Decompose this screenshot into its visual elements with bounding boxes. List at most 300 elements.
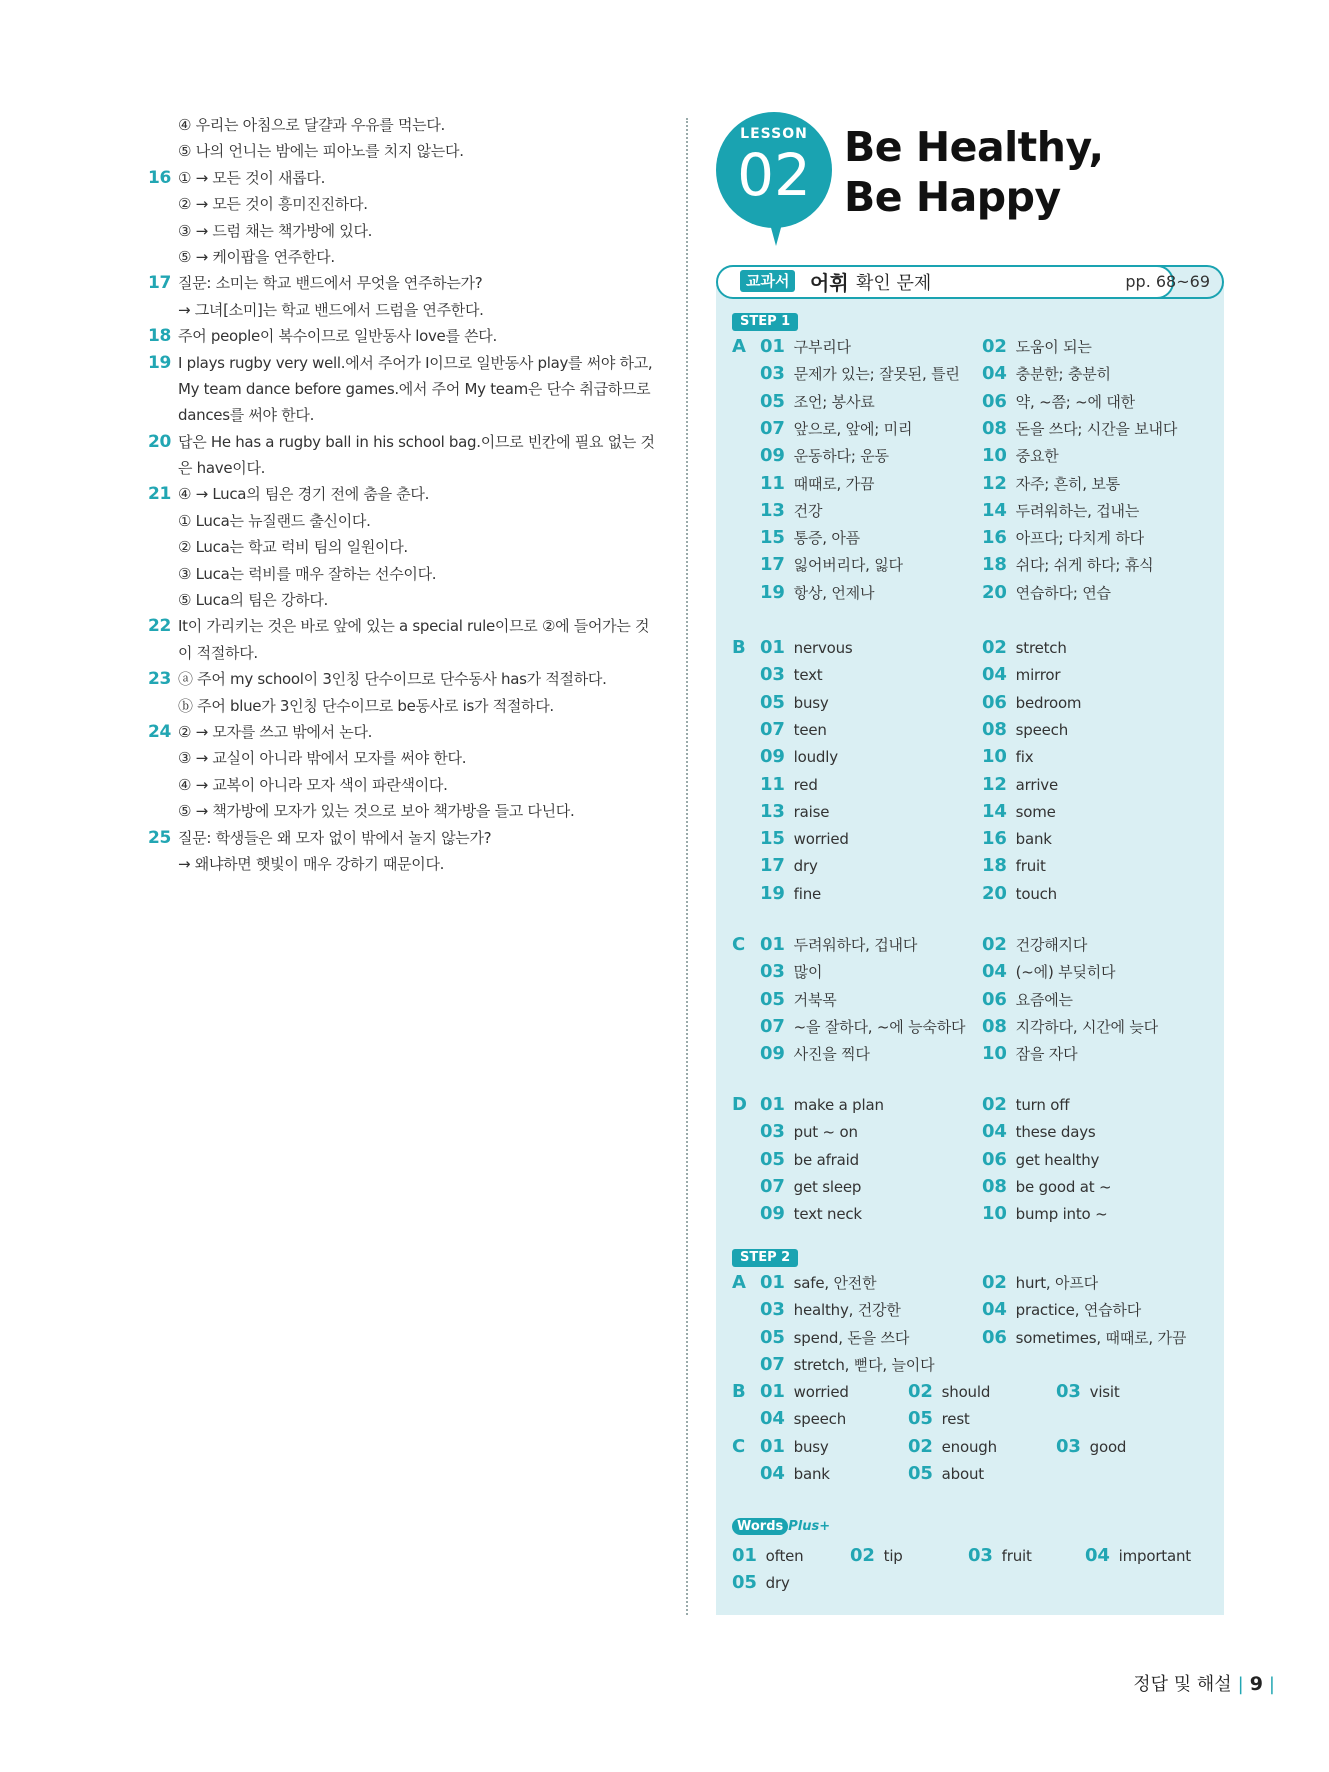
explanation-line — [148, 798, 668, 824]
answer-text: important — [1118, 1547, 1191, 1565]
answer-item — [760, 798, 829, 825]
explanation-line — [148, 851, 668, 877]
explanation-text: My team dance before games.에서 주어 My team은 단수 취급하므로 — [178, 379, 651, 398]
answer-text: 중요한 — [1015, 447, 1059, 466]
answer-number: 09 — [760, 445, 785, 467]
answer-item — [760, 1324, 909, 1351]
answer-item — [982, 1118, 1096, 1145]
lesson-badge — [716, 112, 832, 228]
answer-number: 18 — [982, 855, 1007, 877]
section-C-label: C — [732, 934, 746, 955]
answer-number: 14 — [982, 499, 1007, 521]
answer-item — [760, 1405, 846, 1432]
answer-item — [760, 1173, 861, 1200]
answer-item — [760, 1013, 965, 1040]
explanation-line — [148, 561, 668, 587]
explanation-text: ⑤ → 케이팝을 연주한다. — [178, 247, 335, 266]
explanation-line — [148, 297, 668, 323]
explanation-text: dances를 써야 한다. — [178, 406, 315, 425]
answer-item — [850, 1542, 903, 1569]
answer-item — [982, 470, 1120, 497]
answer-number: 01 — [760, 1436, 785, 1457]
answer-item — [760, 1269, 876, 1296]
answer-number: 04 — [760, 1463, 785, 1485]
textbook-tag: 교과서 — [740, 270, 795, 292]
answer-item — [760, 1118, 858, 1145]
answer-number: 12 — [982, 773, 1007, 795]
answer-number: 20 — [982, 581, 1007, 603]
answer-item — [760, 771, 818, 798]
answer-number: 20 — [982, 882, 1007, 904]
explanation-line — [148, 719, 668, 745]
answer-number: 02 — [908, 1436, 933, 1457]
answer-number: 11 — [760, 773, 785, 795]
answer-text: 때때로, 가끔 — [793, 474, 875, 493]
answer-number: 04 — [982, 961, 1007, 983]
answer-item — [760, 931, 917, 958]
answer-item — [760, 497, 822, 524]
answer-number: 19 — [760, 882, 785, 904]
explanation-text: ⑤ Luca의 팀은 강하다. — [178, 591, 328, 610]
answer-item — [982, 1269, 1098, 1296]
answer-item — [760, 1200, 862, 1227]
question-number: 20 — [148, 431, 172, 452]
answer-item — [982, 1200, 1107, 1227]
answer-item — [760, 551, 903, 578]
answer-number: 08 — [982, 718, 1007, 740]
explanation-text: 이 적절하다. — [178, 643, 258, 662]
answer-number: 05 — [760, 390, 785, 412]
footer-label: 정답 및 해설 — [1133, 1674, 1232, 1695]
answer-item — [982, 1296, 1141, 1323]
answer-item — [760, 958, 822, 985]
answer-text: fix — [1015, 748, 1034, 767]
answer-item — [982, 333, 1092, 360]
answer-number: 05 — [760, 1148, 785, 1170]
answer-number: 11 — [760, 472, 785, 494]
answer-item — [982, 1173, 1111, 1200]
answer-text: 도움이 되는 — [1015, 338, 1092, 356]
lesson-label: LESSON — [740, 126, 808, 142]
check-problems-label: 확인 문제 — [856, 273, 932, 294]
explanation-line — [148, 508, 668, 534]
answer-number: 12 — [982, 472, 1007, 494]
answer-number: 04 — [982, 1299, 1007, 1321]
answer-text: get sleep — [793, 1177, 862, 1196]
answer-text: busy — [793, 1438, 829, 1456]
answer-number: 07 — [760, 718, 785, 740]
answer-text: be good at ~ — [1015, 1177, 1112, 1196]
answer-text: bedroom — [1015, 693, 1082, 712]
answer-text: often — [765, 1547, 804, 1565]
answer-item — [982, 1040, 1077, 1067]
answer-number: 13 — [760, 499, 785, 521]
question-number: 16 — [148, 167, 172, 188]
step2-section-A-label: A — [732, 1272, 746, 1293]
answer-number: 02 — [982, 1272, 1007, 1293]
answer-text: safe, 안전한 — [793, 1274, 877, 1292]
answer-number: 05 — [760, 988, 785, 1010]
answer-text: about — [941, 1465, 984, 1484]
answer-text: mirror — [1015, 666, 1061, 685]
explanation-line — [148, 772, 668, 798]
answer-number: 08 — [982, 1175, 1007, 1197]
question-number: 22 — [148, 616, 172, 637]
explanation-text: → 그녀[소미]는 학교 밴드에서 드럼을 연주한다. — [178, 300, 484, 319]
answer-number: 05 — [908, 1408, 933, 1430]
answer-text: be afraid — [793, 1150, 859, 1169]
explanation-line — [148, 376, 668, 402]
answer-item — [982, 743, 1033, 770]
explanation-text: ④ → Luca의 팀은 경기 전에 춤을 춘다. — [178, 485, 430, 504]
answer-number: 14 — [982, 800, 1007, 822]
answer-item — [982, 551, 1153, 578]
explanation-text: ④ → 교복이 아니라 모자 색이 파란색이다. — [178, 775, 448, 794]
answer-text: enough — [941, 1438, 997, 1456]
answer-text: 자주; 흔히, 보통 — [1015, 474, 1120, 493]
lesson-badge-tail — [770, 224, 782, 246]
explanation-line — [148, 455, 668, 481]
answer-number: 05 — [760, 691, 785, 713]
explanation-text: ⓑ 주어 blue가 3인칭 단수이므로 be동사로 is가 적절하다. — [178, 696, 554, 715]
answer-text: make a plan — [793, 1096, 884, 1114]
vocab-word: 어휘 — [810, 271, 849, 295]
step2-section-B-label: B — [732, 1381, 746, 1402]
explanation-line — [148, 745, 668, 771]
answer-number: 19 — [760, 581, 785, 603]
answer-text: stretch, 뻗다, 늘이다 — [793, 1355, 935, 1374]
answer-number: 10 — [982, 1043, 1007, 1065]
answer-text: (~에) 부딪히다 — [1015, 963, 1116, 982]
answer-item — [982, 388, 1135, 415]
answer-item — [760, 689, 829, 716]
section-D-label: D — [732, 1094, 747, 1115]
answer-text: 많이 — [793, 963, 823, 982]
answer-item — [760, 579, 874, 606]
answer-item — [760, 1040, 870, 1067]
answer-item — [760, 1296, 901, 1323]
answer-number: 16 — [982, 527, 1007, 549]
answer-number: 01 — [732, 1545, 757, 1566]
explanation-line — [148, 218, 668, 244]
answer-number: 03 — [1056, 1381, 1081, 1402]
explanation-text: ③ → 교실이 아니라 밖에서 모자를 써야 한다. — [178, 749, 467, 768]
explanation-line — [148, 350, 668, 376]
answer-item — [982, 689, 1081, 716]
answer-text: touch — [1015, 884, 1057, 903]
answer-item — [982, 579, 1111, 606]
answer-item — [1056, 1433, 1126, 1460]
answer-text: dry — [793, 857, 818, 876]
answer-item — [760, 388, 875, 415]
answer-number: 01 — [760, 1381, 785, 1402]
answer-text: fruit — [1015, 857, 1046, 876]
answer-number: 04 — [982, 1121, 1007, 1143]
explanation-text: → 왜냐하면 햇빛이 매우 강하기 때문이다. — [178, 854, 445, 873]
answer-number: 02 — [982, 336, 1007, 357]
explanation-line — [148, 534, 668, 560]
answer-number: 01 — [760, 1094, 785, 1115]
answer-item — [982, 716, 1068, 743]
answer-text: 약, ~쯤; ~에 대한 — [1015, 392, 1135, 411]
explanation-line — [148, 270, 668, 296]
explanation-text: ③ Luca는 럭비를 매우 잘하는 선수이다. — [178, 564, 437, 583]
question-number: 21 — [148, 484, 172, 505]
answer-item — [982, 880, 1057, 907]
column-divider — [686, 118, 688, 1615]
explanation-text: ② → 모자를 쓰고 밖에서 논다. — [178, 722, 373, 741]
answer-item — [760, 470, 874, 497]
answer-item — [760, 1460, 830, 1487]
answer-number: 04 — [760, 1408, 785, 1430]
answer-number: 06 — [982, 390, 1007, 412]
answer-number: 17 — [760, 554, 785, 576]
answer-item — [908, 1378, 990, 1405]
answer-text: 문제가 있는; 잘못된, 틀린 — [793, 365, 960, 384]
answer-item — [982, 442, 1059, 469]
question-number: 19 — [148, 352, 172, 373]
answer-number: 16 — [982, 828, 1007, 850]
question-number: 18 — [148, 326, 172, 347]
answer-item — [982, 634, 1067, 661]
explanation-line — [148, 666, 668, 692]
answer-item — [982, 1013, 1158, 1040]
answer-item — [760, 634, 853, 661]
answer-number: 04 — [982, 664, 1007, 686]
answer-number: 05 — [908, 1463, 933, 1485]
explanation-text: 답은 He has a rugby ball in his school bag.이므로 빈칸에 필요 없는 것 — [178, 432, 655, 451]
answer-number: 06 — [982, 1148, 1007, 1170]
explanation-line — [148, 613, 668, 639]
explanation-text: It이 가리키는 것은 바로 앞에 있는 a special rule이므로 ②에 들어가는 것 — [178, 617, 650, 636]
answer-number: 03 — [760, 363, 785, 385]
answer-text: fine — [793, 884, 822, 903]
answer-text: 거북목 — [793, 990, 837, 1009]
answer-number: 08 — [982, 417, 1007, 439]
answer-text: should — [941, 1383, 991, 1401]
answer-text: text — [793, 666, 823, 685]
answer-number: 01 — [760, 1272, 785, 1293]
explanation-line — [148, 825, 668, 851]
answer-item — [982, 497, 1139, 524]
answer-item — [732, 1569, 790, 1596]
answer-number: 06 — [982, 1326, 1007, 1348]
answer-number: 02 — [908, 1381, 933, 1402]
answer-text: red — [793, 775, 818, 794]
answer-number: 10 — [982, 746, 1007, 768]
answer-item — [1056, 1378, 1120, 1405]
explanation-text: ③ → 드럼 채는 책가방에 있다. — [178, 221, 373, 240]
answer-text: 앞으로, 앞에; 미리 — [793, 419, 913, 438]
answer-number: 03 — [1056, 1436, 1081, 1457]
explanation-text: ⑤ → 책가방에 모자가 있는 것으로 보아 책가방을 들고 다닌다. — [178, 802, 575, 821]
answer-text: stretch — [1015, 639, 1067, 657]
answer-item — [982, 931, 1087, 958]
answer-item — [982, 524, 1144, 551]
lesson-title-line2: Be Happy — [844, 173, 1061, 221]
answer-text: 쉬다; 쉬게 하다; 휴식 — [1015, 556, 1154, 575]
explanation-text: 주어 people이 복수이므로 일반동사 love를 쓴다. — [178, 327, 497, 346]
answer-number: 10 — [982, 445, 1007, 467]
answer-text: healthy, 건강한 — [793, 1301, 901, 1320]
answer-text: 요즘에는 — [1015, 990, 1073, 1009]
explanation-text: ② Luca는 학교 럭비 팀의 일원이다. — [178, 538, 408, 557]
answer-text: good — [1089, 1438, 1127, 1456]
question-number: 23 — [148, 669, 172, 690]
section-A-label: A — [732, 336, 746, 357]
answer-text: busy — [793, 693, 829, 712]
explanation-line — [148, 429, 668, 455]
answer-number: 06 — [982, 988, 1007, 1010]
answer-number: 18 — [982, 554, 1007, 576]
answer-number: 07 — [760, 417, 785, 439]
answer-item — [982, 360, 1111, 387]
question-number: 25 — [148, 827, 172, 848]
answer-number: 01 — [760, 934, 785, 955]
answer-number: 05 — [760, 1326, 785, 1348]
answer-item — [760, 1378, 849, 1405]
answer-text: 두려워하다, 겁내다 — [793, 936, 918, 954]
answer-text: 조언; 봉사료 — [793, 392, 875, 411]
answer-item — [760, 333, 851, 360]
explanation-line — [148, 112, 668, 138]
answer-text: worried — [793, 830, 849, 849]
answer-text: tip — [883, 1547, 903, 1565]
page-range: pp. 68~69 — [1125, 272, 1210, 291]
answer-text: put ~ on — [793, 1123, 858, 1142]
lesson-number: 02 — [737, 141, 811, 209]
answer-item — [982, 986, 1073, 1013]
answer-text: 두려워하는, 겁내는 — [1015, 501, 1140, 520]
explanation-line — [148, 244, 668, 270]
footer-separator: | — [1237, 1674, 1244, 1695]
answer-number: 01 — [760, 336, 785, 357]
step-2-label: STEP 2 — [732, 1249, 798, 1267]
explanation-line — [148, 138, 668, 164]
answer-text: raise — [793, 802, 830, 821]
answer-item — [760, 1091, 884, 1118]
answer-text: fruit — [1001, 1547, 1032, 1565]
answer-number: 03 — [760, 1121, 785, 1143]
answer-text: speech — [1015, 720, 1069, 739]
question-number: 24 — [148, 721, 172, 742]
answer-text: visit — [1089, 1383, 1120, 1401]
answer-text: rest — [941, 1410, 970, 1429]
answer-item — [760, 1146, 859, 1173]
answer-item — [982, 825, 1052, 852]
answer-item — [760, 986, 837, 1013]
answer-text: ~을 잘하다, ~에 능숙하다 — [793, 1017, 966, 1036]
answer-number: 04 — [982, 363, 1007, 385]
answer-item — [760, 442, 889, 469]
section-title-bar — [716, 263, 1224, 299]
words-plus-words: Words — [732, 1518, 788, 1535]
explanation-text: ① → 모든 것이 새롭다. — [178, 168, 326, 187]
answer-text: arrive — [1015, 775, 1058, 794]
page-footer — [1133, 1670, 1281, 1696]
answer-text: 연습하다; 연습 — [1015, 583, 1111, 602]
explanation-line — [148, 640, 668, 666]
answer-item — [760, 880, 821, 907]
page-number: 9 — [1249, 1673, 1263, 1695]
answer-item — [982, 415, 1177, 442]
answer-number: 13 — [760, 800, 785, 822]
answer-text: bank — [1015, 830, 1052, 849]
answer-text: bank — [793, 1465, 830, 1484]
answer-text: these days — [1015, 1123, 1096, 1142]
answer-number: 10 — [982, 1203, 1007, 1225]
answer-number: 05 — [732, 1572, 757, 1594]
explanation-line — [148, 481, 668, 507]
words-plus-logo — [732, 1515, 830, 1535]
answer-text: bump into ~ — [1015, 1205, 1108, 1224]
answer-item — [760, 825, 849, 852]
step-1-label: STEP 1 — [732, 313, 798, 331]
explanation-line — [148, 693, 668, 719]
answer-number: 15 — [760, 828, 785, 850]
answer-text: speech — [793, 1410, 847, 1429]
explanation-line — [148, 165, 668, 191]
answer-text: 통증, 아픔 — [793, 529, 860, 548]
explanation-text: I plays rugby very well.에서 주어가 I이므로 일반동사 play를 써야 하고, — [178, 353, 653, 372]
explanation-line — [148, 191, 668, 217]
answer-item — [982, 958, 1115, 985]
answer-item — [982, 1146, 1099, 1173]
footer-separator-end: | — [1268, 1674, 1275, 1695]
answer-text: some — [1015, 802, 1056, 821]
answer-number: 17 — [760, 855, 785, 877]
answer-text: sometimes, 때때로, 가끔 — [1015, 1328, 1187, 1347]
explanation-text: ⓐ 주어 my school이 3인칭 단수이므로 단수동사 has가 적절하다. — [178, 670, 607, 689]
section-B-label: B — [732, 637, 746, 658]
answer-number: 02 — [982, 934, 1007, 955]
answer-number: 07 — [760, 1175, 785, 1197]
answer-text: get healthy — [1015, 1150, 1100, 1169]
answer-number: 02 — [850, 1545, 875, 1566]
answer-number: 09 — [760, 1043, 785, 1065]
answer-item — [1085, 1542, 1191, 1569]
answer-text: practice, 연습하다 — [1015, 1301, 1142, 1320]
answer-explanations-column — [148, 112, 668, 877]
answer-text: worried — [793, 1383, 849, 1401]
lesson-title-line1: Be Healthy, — [844, 123, 1104, 171]
answer-text: loudly — [793, 748, 838, 767]
answer-text: 건강해지다 — [1015, 936, 1088, 954]
answer-text: text neck — [793, 1205, 862, 1224]
answer-number: 15 — [760, 527, 785, 549]
answer-number: 06 — [982, 691, 1007, 713]
answer-text: 잠을 자다 — [1015, 1045, 1078, 1064]
answer-item — [760, 524, 860, 551]
explanation-line — [148, 402, 668, 428]
answer-number: 02 — [982, 1094, 1007, 1115]
explanation-line — [148, 587, 668, 613]
answer-number: 09 — [760, 746, 785, 768]
answer-item — [760, 743, 838, 770]
explanation-text: ④ 우리는 아침으로 달걀과 우유를 먹는다. — [178, 116, 445, 134]
answer-text: 구부리다 — [793, 338, 851, 356]
step2-section-C-label: C — [732, 1436, 746, 1457]
words-plus-plus: Plus+ — [788, 1519, 831, 1534]
answer-item — [968, 1542, 1032, 1569]
answer-text: nervous — [793, 639, 853, 657]
answer-text: teen — [793, 720, 827, 739]
answer-text: 돈을 쓰다; 시간을 보내다 — [1015, 419, 1178, 438]
answer-number: 09 — [760, 1203, 785, 1225]
answer-number: 03 — [968, 1545, 993, 1566]
answer-item — [982, 661, 1060, 688]
answer-item — [760, 1433, 829, 1460]
